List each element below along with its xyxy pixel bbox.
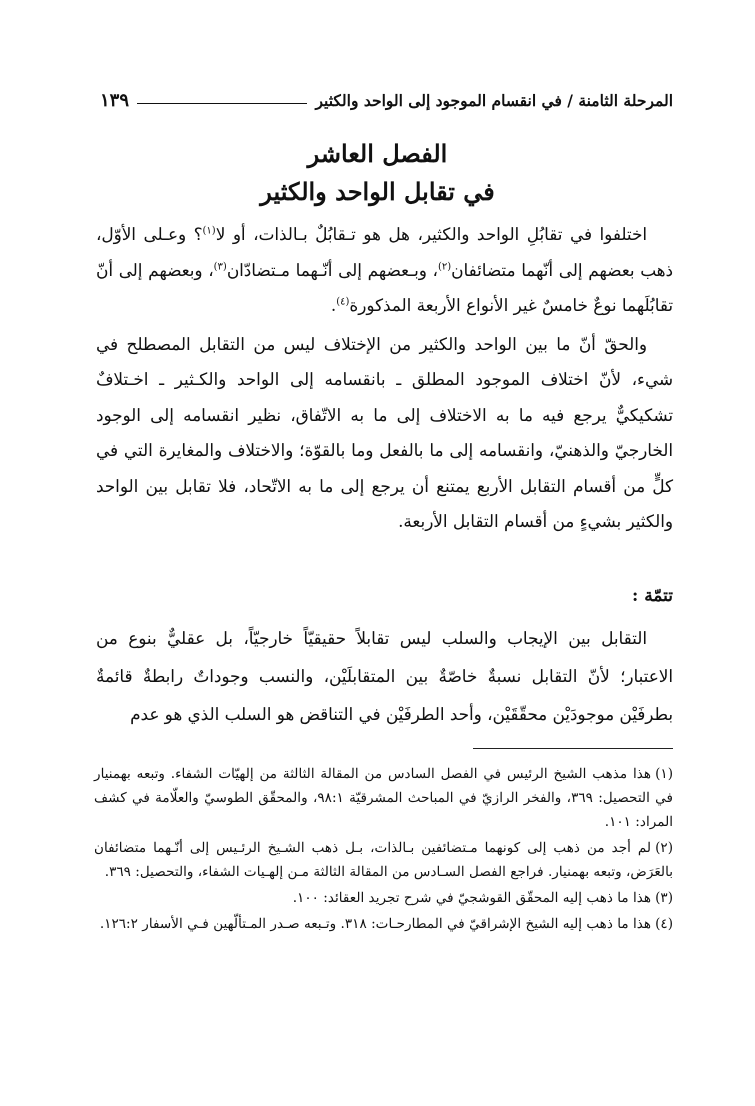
footnote-ref: (٤): [336, 296, 350, 308]
header-rule: [137, 103, 307, 104]
addendum-paragraph: التقابل بين الإيجاب والسلب ليس تقابلاً حقيقيّاً خارجيّاً، بل عقليٌّ بنوع من الاعتبار؛ لأنّ التقابل نسبةٌ خاصّةٌ بين المتقابلَيْن، والنسب وجوداتٌ رابطةٌ قائمةٌ بطرفَيْن موجودَيْن محقّقَيْن، وأحد الطرفَيْن في التناقض هو السلب الذي هو عدم: [96, 628, 673, 724]
footnote-ref: (١): [202, 225, 216, 237]
page-number: ١٣٩: [100, 89, 130, 111]
footnote: (١)هذا مذهب الشيخ الرئيس في الفصل السادس من المقالة الثالثة من إلهيّات الشفاء. وتبعه بهمنيار في التحصيل: ٣٦٩، والفخر الرازيّ في المباحث المشرقيّة ٩٨:١، والمحقّق الطوسيّ والعلّامة في كشف المراد: ١٠١.: [94, 766, 673, 830]
chapter-subtitle: في تقابل الواحد والكثير: [260, 177, 495, 206]
paragraph-2: والحقّ أنّ ما بين الواحد والكثير من الإختلاف ليس من التقابل المصطلح في شيء، لأنّ اختلاف الموجود المطلق ـ بانقسامه إلى الواحد والكـثير ـ اخـتلافٌ تشكيكيٌّ يرجع فيه ما به الاختلاف إلى ما به الاتّفاق، نظير انقسامه إلى الوجود الخارجيّ والذهنيّ، وانقسامه إلى ما بالفعل وما بالقوّة؛ والاختلاف والمغايرة التي في كلٍّ من أقسام التقابل الأربع يمتنع أن يرجع إلى ما به الاتّحاد، فلا تقابل بين الواحد والكثير بشيءٍ من أقسام التقابل الأربعة.: [96, 333, 673, 531]
footnote-ref: (٢): [437, 260, 452, 272]
footnote-ref: (٣): [213, 260, 227, 272]
chapter-title: الفصل العاشر: [307, 139, 448, 168]
stage-title: المرحلة الثامنة / في انقسام الموجود إلى الواحد والكثير: [315, 90, 673, 110]
running-header: [100, 86, 673, 114]
footnote: (٣)هذا ما ذهب إليه المحقّق القوشجيّ في شرح تجريد العقائد: ١٠٠.: [292, 890, 673, 906]
addendum-text-block: [96, 619, 673, 733]
addendum-heading: تتمّة :: [632, 586, 673, 606]
footnote: (٤)هذا ما ذهب إليه الشيخ الإشراقيّ في المطارحـات: ٣١٨. وتـبعه صـدر المـتألّهين فـي الأسفار ١٢٦:٢.: [99, 916, 673, 932]
paragraph-1: اختلفوا في تقابُلِ الواحد والكثير، هل هو تـقابُلٌ بـالذات، أو لا$^{(١)}$؟ وعـلى الأوّل، ذهب بعضهم إلى أنّهما متضائفان$^{(٢)}$، وبـعضهم إلى أنّـهما مـتضادّان$^{(٣)}$، وبعضهم إلى أنّ تقابُلَهما نوعٌ خامسٌ غير الأنواع الأربعة المذكورة$^{(٤)}$.: [96, 224, 673, 315]
main-text: [96, 217, 673, 540]
footnotes: [94, 762, 673, 938]
footnote-separator: [473, 748, 673, 749]
footnote: (٢)لم أجد من ذهب إلى كونهما مـتضائفين بـالذات، بـل ذهب الشـيخ الرئـيس إلى أنّـهما متضائفان بالعَرَض، وتبعه بهمنيار. فراجع الفصل السـادس من المقالة الثالثة مـن إلهـيات الشفاء، والتحصيل: ٣٦٩.: [94, 840, 673, 880]
